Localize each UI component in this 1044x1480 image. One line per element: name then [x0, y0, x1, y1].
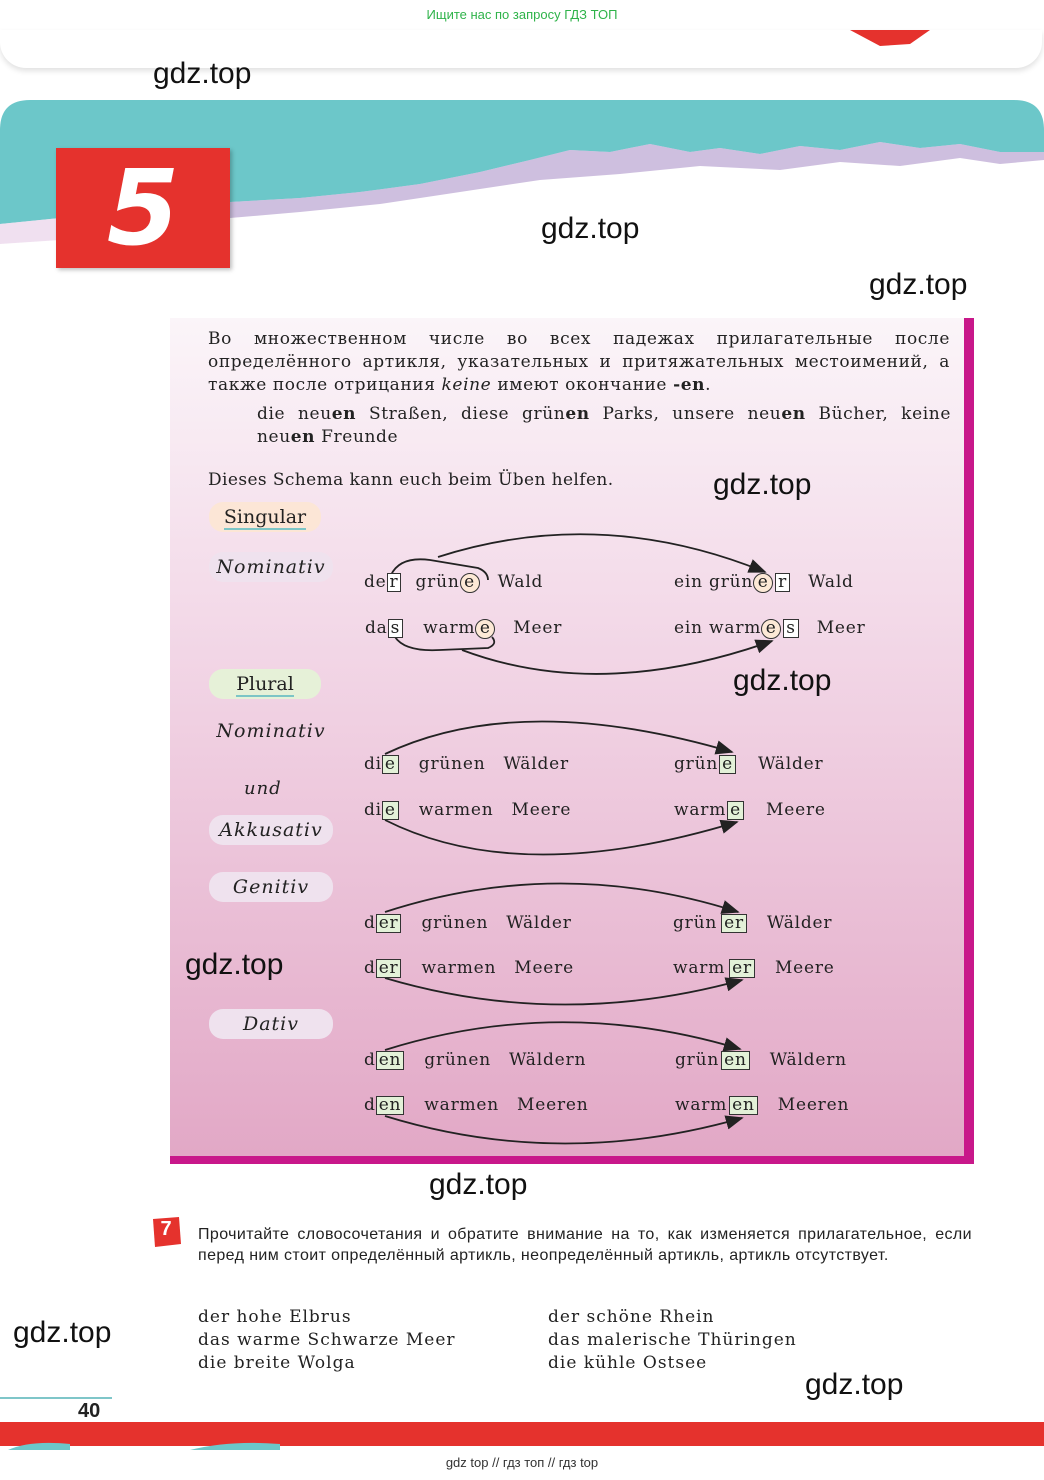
phrase: das malerische Thüringen — [548, 1330, 797, 1350]
arrow-pl-gen-bottom — [385, 978, 742, 1005]
sg-row-2-left — [365, 618, 562, 639]
page-number: 40 — [78, 1400, 101, 1422]
noun: Wäldern — [769, 1050, 847, 1070]
exercise-7-task: Прочитайте словосочетания и обратите внимание на то, как изменяется прилагательное, если перед ним стоит определённый артикль, неопределённый артикль, артикль отсутствует. — [198, 1226, 972, 1264]
noun: Wald — [808, 572, 854, 592]
arrow-sg-top — [438, 534, 765, 572]
adjective-stem: grün — [674, 754, 719, 774]
adjective-stem: warm — [674, 800, 727, 820]
pl-row-6-right — [675, 1095, 849, 1115]
noun: Wälder — [766, 913, 833, 933]
noun: Wald — [497, 572, 544, 592]
pl-row-5-right — [675, 1050, 847, 1070]
example-text: Straßen, diese grün — [356, 404, 566, 424]
adjective-stem: grün — [675, 1050, 720, 1070]
article-stem: d — [364, 958, 376, 978]
sg-row-2-right — [674, 618, 866, 639]
example-text: Freunde — [315, 427, 399, 447]
watermark: gdz.top — [713, 468, 812, 501]
adjective: warmen — [421, 958, 497, 978]
adjective: grünen — [424, 1050, 492, 1070]
ending-box: en — [376, 1096, 405, 1115]
footer-links[interactable]: gdz top // гдз топ // гдз top — [445, 1455, 599, 1470]
article-stem: da — [365, 618, 388, 638]
watermark: gdz.top — [153, 57, 252, 90]
phrase: die kühle Ostsee — [548, 1353, 708, 1373]
phrase: die breite Wolga — [198, 1353, 356, 1373]
ending-box: r — [775, 573, 790, 592]
adjective-stem: grün — [415, 572, 460, 592]
adjective: warmen — [418, 800, 494, 820]
noun: Meer — [816, 618, 866, 638]
pl-row-3-right — [673, 913, 832, 933]
example-text: Bücher, keine neu — [257, 404, 951, 447]
ending-box: e — [382, 755, 399, 774]
noun: Wälder — [503, 754, 569, 774]
ending-box: er — [376, 914, 402, 933]
noun: Meeren — [777, 1095, 850, 1115]
rule-ending: -en — [673, 375, 706, 395]
noun: Wälder — [506, 913, 572, 933]
article-stem: d — [364, 1095, 376, 1115]
ending-circle: e — [460, 573, 480, 593]
arrow-sg-bottom — [462, 641, 772, 674]
ending-box: en — [729, 1096, 758, 1115]
exercise-7-left-column — [198, 1306, 456, 1375]
watermark: gdz.top — [869, 268, 968, 301]
noun: Meere — [511, 800, 572, 820]
rule-text: Во множественном числе во всех падежах прилагательные после определённого артикля, указательных и притяжательных местоимений, а также после отрицания — [208, 329, 950, 395]
pl-row-6-left — [364, 1095, 589, 1115]
ending-box: e — [382, 801, 399, 820]
phrase: der hohe Elbrus — [198, 1307, 352, 1327]
noun: Meere — [766, 800, 826, 820]
exercise-number: 5 — [106, 147, 180, 269]
case-nominativ-singular: Nominativ — [209, 552, 333, 582]
case-genitiv: Genitiv — [209, 872, 333, 902]
pl-row-4-left — [364, 958, 574, 978]
ending-circle: e — [475, 619, 495, 639]
rule-keine: keine — [441, 375, 492, 395]
article-stem: de — [364, 572, 387, 592]
plural-text: Plural — [236, 673, 294, 695]
adjective-stem: ein grün — [674, 572, 754, 592]
watermark: gdz.top — [185, 948, 284, 981]
case-dativ: Dativ — [209, 1009, 333, 1039]
und-label: und — [244, 778, 282, 799]
article-stem: di — [364, 754, 382, 774]
watermark: gdz.top — [541, 212, 640, 245]
rule-text: . — [705, 375, 712, 395]
schema-intro: Dieses Schema kann euch beim Üben helfen. — [208, 470, 614, 490]
watermark: gdz.top — [429, 1168, 528, 1201]
ending-circle: e — [753, 573, 773, 593]
bottom-teal-shapes — [0, 1440, 1044, 1450]
ending-box: er — [376, 959, 402, 978]
noun: Meer — [513, 618, 563, 638]
phrase: das warme Schwarze Meer — [198, 1330, 456, 1350]
adjective-stem: grün — [673, 913, 718, 933]
arrow-pl-dat-bottom — [385, 1116, 742, 1144]
noun: Wäldern — [509, 1050, 587, 1070]
article-stem: d — [364, 913, 376, 933]
example-ending: en — [331, 404, 357, 424]
adjective-stem: warm — [673, 958, 726, 978]
article-stem: d — [364, 1050, 376, 1070]
ending-box: en — [376, 1051, 405, 1070]
pl-row-5-left — [364, 1050, 586, 1070]
noun: Wälder — [757, 754, 824, 774]
adjective: warmen — [424, 1095, 500, 1115]
case-nominativ-plural: Nominativ — [216, 720, 326, 742]
ending-circle: e — [761, 619, 781, 639]
watermark: gdz.top — [13, 1316, 112, 1349]
article-stem: di — [364, 800, 382, 820]
pl-row-4-right — [673, 958, 835, 978]
arrow-pl-nom-bottom — [385, 820, 737, 855]
example-ending: en — [290, 427, 316, 447]
adjective: grünen — [421, 913, 489, 933]
arrow-pl-nom-top — [385, 721, 732, 754]
ending-box: s — [783, 619, 799, 638]
singular-text: Singular — [223, 506, 307, 528]
arrow-pl-dat-top — [385, 1022, 740, 1050]
example-ending: en — [781, 404, 806, 424]
pl-row-2-right — [674, 800, 826, 820]
case-akkusativ: Akkusativ — [209, 815, 333, 845]
phrase: der schöne Rhein — [548, 1307, 715, 1327]
pl-row-3-left — [364, 913, 572, 933]
example-ending: en — [565, 404, 590, 424]
noun: Meeren — [517, 1095, 589, 1115]
exercise-7-number: 7 — [160, 1218, 172, 1240]
ending-box: e — [727, 801, 744, 820]
watermark: gdz.top — [733, 664, 832, 697]
pl-row-1-right — [674, 754, 823, 774]
sg-row-1-left — [364, 572, 543, 593]
sg-row-1-right — [674, 572, 854, 593]
adjective-stem: warm — [675, 1095, 728, 1115]
adjective-stem: ein warm — [674, 618, 762, 638]
example-text: Parks, unsere neu — [589, 404, 782, 424]
ending-box: er — [721, 914, 747, 933]
adjective-stem: warm — [423, 618, 476, 638]
noun: Meere — [514, 958, 574, 978]
ending-box: s — [388, 619, 404, 638]
exercise-7-right-column — [548, 1306, 797, 1375]
noun: Meere — [774, 958, 835, 978]
top-search-link[interactable]: Ищите нас по запросу ГДЗ ТОП — [426, 7, 618, 22]
rule-text: имеют окончание — [491, 375, 674, 395]
ending-box: e — [719, 755, 736, 774]
example-text: die neu — [257, 404, 332, 424]
watermark: gdz.top — [805, 1368, 904, 1401]
page-number-line — [0, 1397, 112, 1399]
ending-box: en — [721, 1051, 750, 1070]
ending-box: r — [387, 573, 402, 592]
pl-row-2-left — [364, 800, 571, 820]
adjective: grünen — [418, 754, 486, 774]
pl-row-1-left — [364, 754, 569, 774]
arrow-pl-gen-top — [385, 884, 738, 913]
ending-box: er — [729, 959, 755, 978]
